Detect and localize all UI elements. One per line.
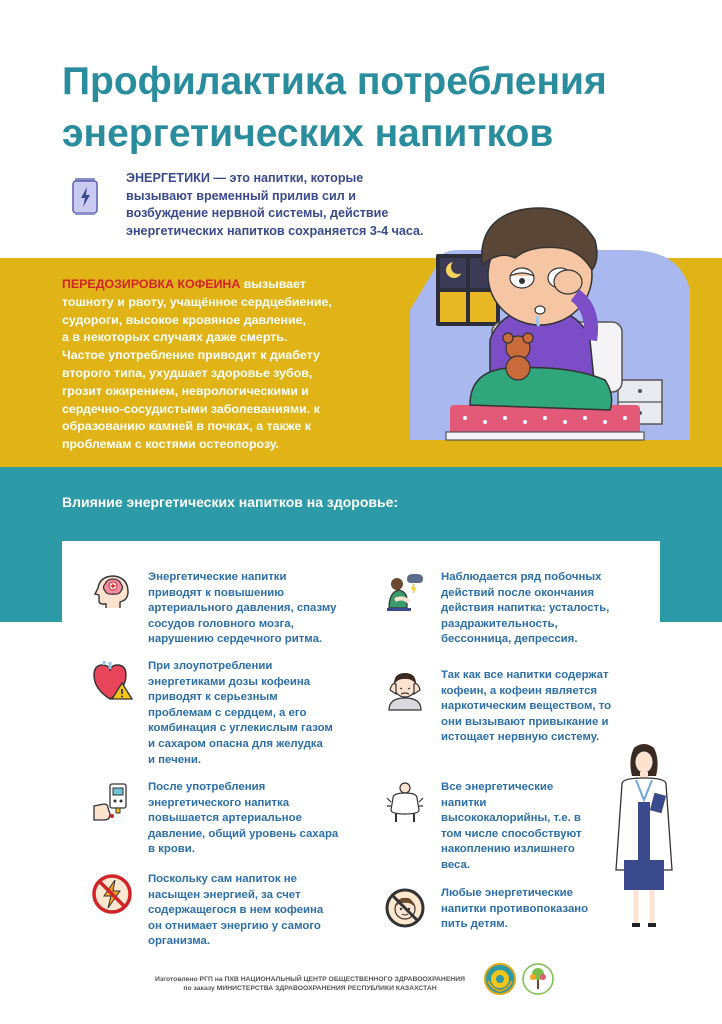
glucometer-hand-icon (90, 780, 134, 824)
effect-text-brain (148, 570, 337, 648)
footer-text (140, 975, 480, 993)
overweight-person-icon (383, 780, 427, 824)
line: энергетического напитка (148, 796, 290, 809)
depressed-person-icon (383, 570, 427, 614)
overdose-line-1-rest: вызывает (240, 277, 306, 291)
line: Поскольку сам напиток не (148, 873, 297, 885)
overdose-highlight: ПЕРЕДОЗИРОВКА КОФЕИНА (62, 277, 241, 291)
line: давление, общий уровень сахара (148, 827, 339, 840)
overdose-line-9: образованию камней в почках, а также к (62, 419, 311, 434)
line: напитки (441, 796, 487, 809)
section-title: Влияние энергетических напитков на здоровье: (62, 494, 399, 510)
line: пить детям. (441, 918, 508, 931)
footer-line-2: по заказу МИНИСТЕРСТВА ЗДРАВООХРАНЕНИЯ РЕСПУБЛИКИ КАЗАХСТАН (183, 985, 437, 992)
overdose-text (62, 276, 392, 454)
intro-line-1: ЭНЕРГЕТИКИ — это напитки, которые (126, 171, 364, 185)
line: и сахаром опасна для желудка (148, 737, 323, 750)
energy-can-icon (72, 176, 98, 216)
overdose-line-5: Частое употребление приводит к диабету (62, 348, 320, 363)
line: содержащегося в нем кофеина (148, 904, 324, 917)
line: действий после окончания (441, 586, 595, 599)
line: приводят к серьезным (148, 691, 278, 704)
line: комбинация с углекислым газом (148, 722, 333, 735)
line: истощает нервную систему. (441, 731, 600, 744)
line: высококалорийны, т.е. в (441, 812, 581, 825)
overdose-line-1 (62, 276, 392, 294)
line: приводят к повышению (148, 586, 284, 599)
intro-line-4: энергетических напитков сохраняется 3-4 часа. (126, 223, 424, 238)
line: Все энергетические (441, 781, 554, 793)
line: том числе способствуют (441, 827, 582, 840)
line: Так как все напитки содержат (441, 669, 609, 681)
title-line-2: энергетических напитков (62, 112, 554, 155)
tired-boy-illustration (400, 170, 700, 460)
line: напитки противопоказано (441, 902, 589, 915)
intro-line-2: вызывают временный прилив сил и (126, 188, 357, 203)
heart-warning-icon (90, 659, 134, 703)
overdose-line-2: тошноту и рвоту, учащённое сердцебиение, (62, 294, 332, 309)
effect-text-depression (441, 570, 609, 648)
line: Любые энергетические (441, 887, 573, 899)
line: накоплению излишнего (441, 843, 575, 856)
line: артериального давления, спазму (148, 602, 337, 615)
line: насыщен энергией, за счет (148, 888, 301, 901)
line: кофеин, а кофеин является (441, 684, 598, 697)
overdose-line-8: сердечно-сосудистыми заболеваниями. к (62, 401, 320, 416)
doctor-illustration (608, 740, 680, 940)
line: После употребления (148, 781, 266, 793)
overdose-line-10: проблемам с костями остеопорозу. (62, 437, 280, 452)
line: действия напитка: усталость, (441, 602, 610, 615)
line: повышается артериальное (148, 812, 302, 825)
brain-head-icon (90, 570, 134, 614)
overdose-line-4: а в некоторых случаях даже смерть. (62, 330, 288, 345)
state-emblem-logo (484, 963, 516, 995)
line: он отнимает энергию у самого (148, 919, 321, 932)
effect-text-heart (148, 659, 333, 768)
effect-text-children (441, 886, 588, 933)
footer-line-1: Изготовлено РГП на ПХВ НАЦИОНАЛЬНЫЙ ЦЕНТР ОБЩЕСТВЕННОГО ЗДРАВООХРАНЕНИЯ (154, 976, 466, 983)
page-title (62, 56, 682, 160)
line: бессонница, депрессия. (441, 633, 578, 646)
overdose-line-6: второго типа, ухудшает здоровье зубов, (62, 365, 313, 380)
effect-text-energy (148, 872, 323, 950)
no-energy-icon (90, 872, 134, 916)
health-center-logo (522, 963, 554, 995)
line: веса. (441, 858, 471, 871)
line: нарушению сердечного ритма. (148, 633, 323, 646)
line: Энергетические напитки (148, 571, 287, 583)
line: сосудов головного мозга, (148, 617, 294, 630)
line: энергетиками дозы кофеина (148, 675, 311, 688)
effect-text-sugar (148, 780, 338, 858)
line: проблемам с сердцем, а его (148, 706, 307, 719)
title-line-1: Профилактика потребления (62, 60, 607, 103)
line: они вызывают привыкание и (441, 715, 609, 728)
line: в крови. (148, 843, 195, 856)
line: При злоупотреблении (148, 660, 273, 672)
line: раздражительность, (441, 617, 558, 630)
overdose-line-7: грозит ожирением, неврологическими и (62, 383, 309, 398)
effect-text-addiction (441, 668, 611, 746)
no-children-icon (383, 886, 427, 930)
effect-text-weight (441, 780, 582, 874)
line: и печени. (148, 753, 202, 766)
line: Наблюдается ряд побочных (441, 571, 602, 583)
stressed-person-icon (383, 668, 427, 712)
line: наркотическим веществом, то (441, 700, 612, 713)
overdose-line-3: судороги, высокое кровяное давление, (62, 312, 306, 327)
intro-line-3: возбуждение нервной системы, действие (126, 206, 389, 220)
line: организма. (148, 935, 211, 948)
